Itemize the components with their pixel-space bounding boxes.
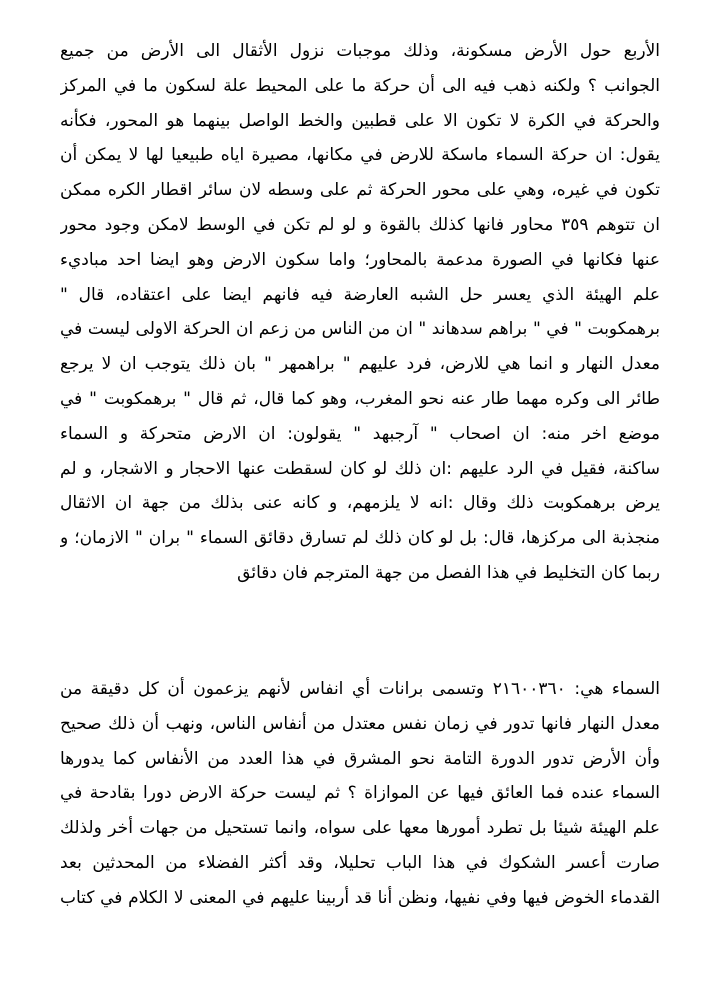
- text-line: علم الهيئة شيئا بل تطرد أمورها معها على سواه، وانما تستحيل من جهات أخر ولذلك: [60, 818, 660, 839]
- text-line: ساكنة، فقيل في الرد عليهم :ان ذلك لو كان لسقطت عنها الاحجار و الاشجار، و لم: [60, 458, 660, 479]
- paragraph-2: [60, 672, 660, 916]
- text-line-last: ربما كان التخليط في هذا الفصل من جهة المترجم فان دقائق: [237, 562, 660, 583]
- text-line: صارت أعسر الشكوك في هذا الباب تحليلا، وقد أكثر الفضلاء من المحدثين بعد: [60, 852, 660, 873]
- text-line: وأن الأرض تدور الدورة التامة نحو المشرق في هذا العدد من الأنفاس كما يدورها: [60, 748, 660, 769]
- text-line: الجوانب ؟ ولكنه ذهب فيه الى أن حركة ما على المحيط علة لسكون ما في المركز: [60, 75, 660, 96]
- text-line: علم الهيئة الذي يعسر حل الشبه العارضة فيه فانهم ايضا على اعتقاده، قال ": [60, 284, 660, 305]
- text-line: يقول: ان حركة السماء ماسكة للارض في مكانها، مصيرة اياه طبيعيا لها لا يمكن أن: [60, 145, 660, 166]
- text-line: تكون في غيره، وهي على محور الحركة ثم على وسطه لان سائر اقطار الكره ممكن: [60, 180, 660, 201]
- text-line: برهمكوبت " في " براهم سدهاند " ان من الناس من زعم ان الحركة الاولى ليست في: [60, 319, 660, 340]
- text-line: طائر الى وكره مهما طار عنه نحو المغرب، وهو كما قال، ثم قال " برهمكوبت " في: [60, 388, 660, 409]
- text-line: عنها فكانها في الصورة مدعمة بالمحاور؛ واما سكون الارض وهو ايضا احد مباديء: [60, 249, 660, 270]
- text-line: الأربع حول الأرض مسكونة، وذلك موجبات نزول الأثقال الى الأرض من جميع: [60, 41, 660, 61]
- text-line: القدماء الخوض فيها وفي نفيها، ونظن أنا قد أربينا عليهم في المعنى لا الكلام في كتاب: [60, 887, 660, 908]
- text-line: ان تتوهم ٣٥٩ محاور فانها كذلك بالقوة و لو لم تكن في الوسط لامكن وجود محور: [60, 214, 660, 235]
- text-line: السماء عنده فما العائق فيها عن الموازاة ؟ ثم ليست حركة الارض دورا بقادحة في: [60, 783, 660, 804]
- text-line: والحركة في الكرة لا تكون الا على قطبين والخط الواصل بينهما هو المحور، فكأنه: [60, 110, 660, 131]
- text-line: معدل النهار فانها تدور في زمان نفس معتدل من أنفاس الناس، ونهب أن ذلك صحيح: [60, 713, 660, 734]
- paragraph-1: [60, 34, 660, 591]
- text-line: يرض برهمكوبت ذلك وقال :انه لا يلزمهم، و كانه عنى بذلك من جهة ان الاثقال: [60, 493, 660, 514]
- text-line: منجذبة الى مركزها، قال: بل لو كان ذلك لم تسارق دقائق السماء " بران " الازمان؛ و: [60, 528, 660, 549]
- text-line: موضع اخر منه: ان اصحاب " آرجبهد " يقولون: ان الارض متحركة و السماء: [60, 423, 660, 444]
- text-line: السماء هي: ٢١٦٠٠٣٦٠ وتسمى برانات أي انفاس لأنهم يزعمون أن كل دقيقة من: [60, 679, 660, 699]
- text-line: معدل النهار و انما هي للارض، فرد عليهم " براهمهر " بان ذلك يتوجب ان لا يرجع: [60, 354, 660, 375]
